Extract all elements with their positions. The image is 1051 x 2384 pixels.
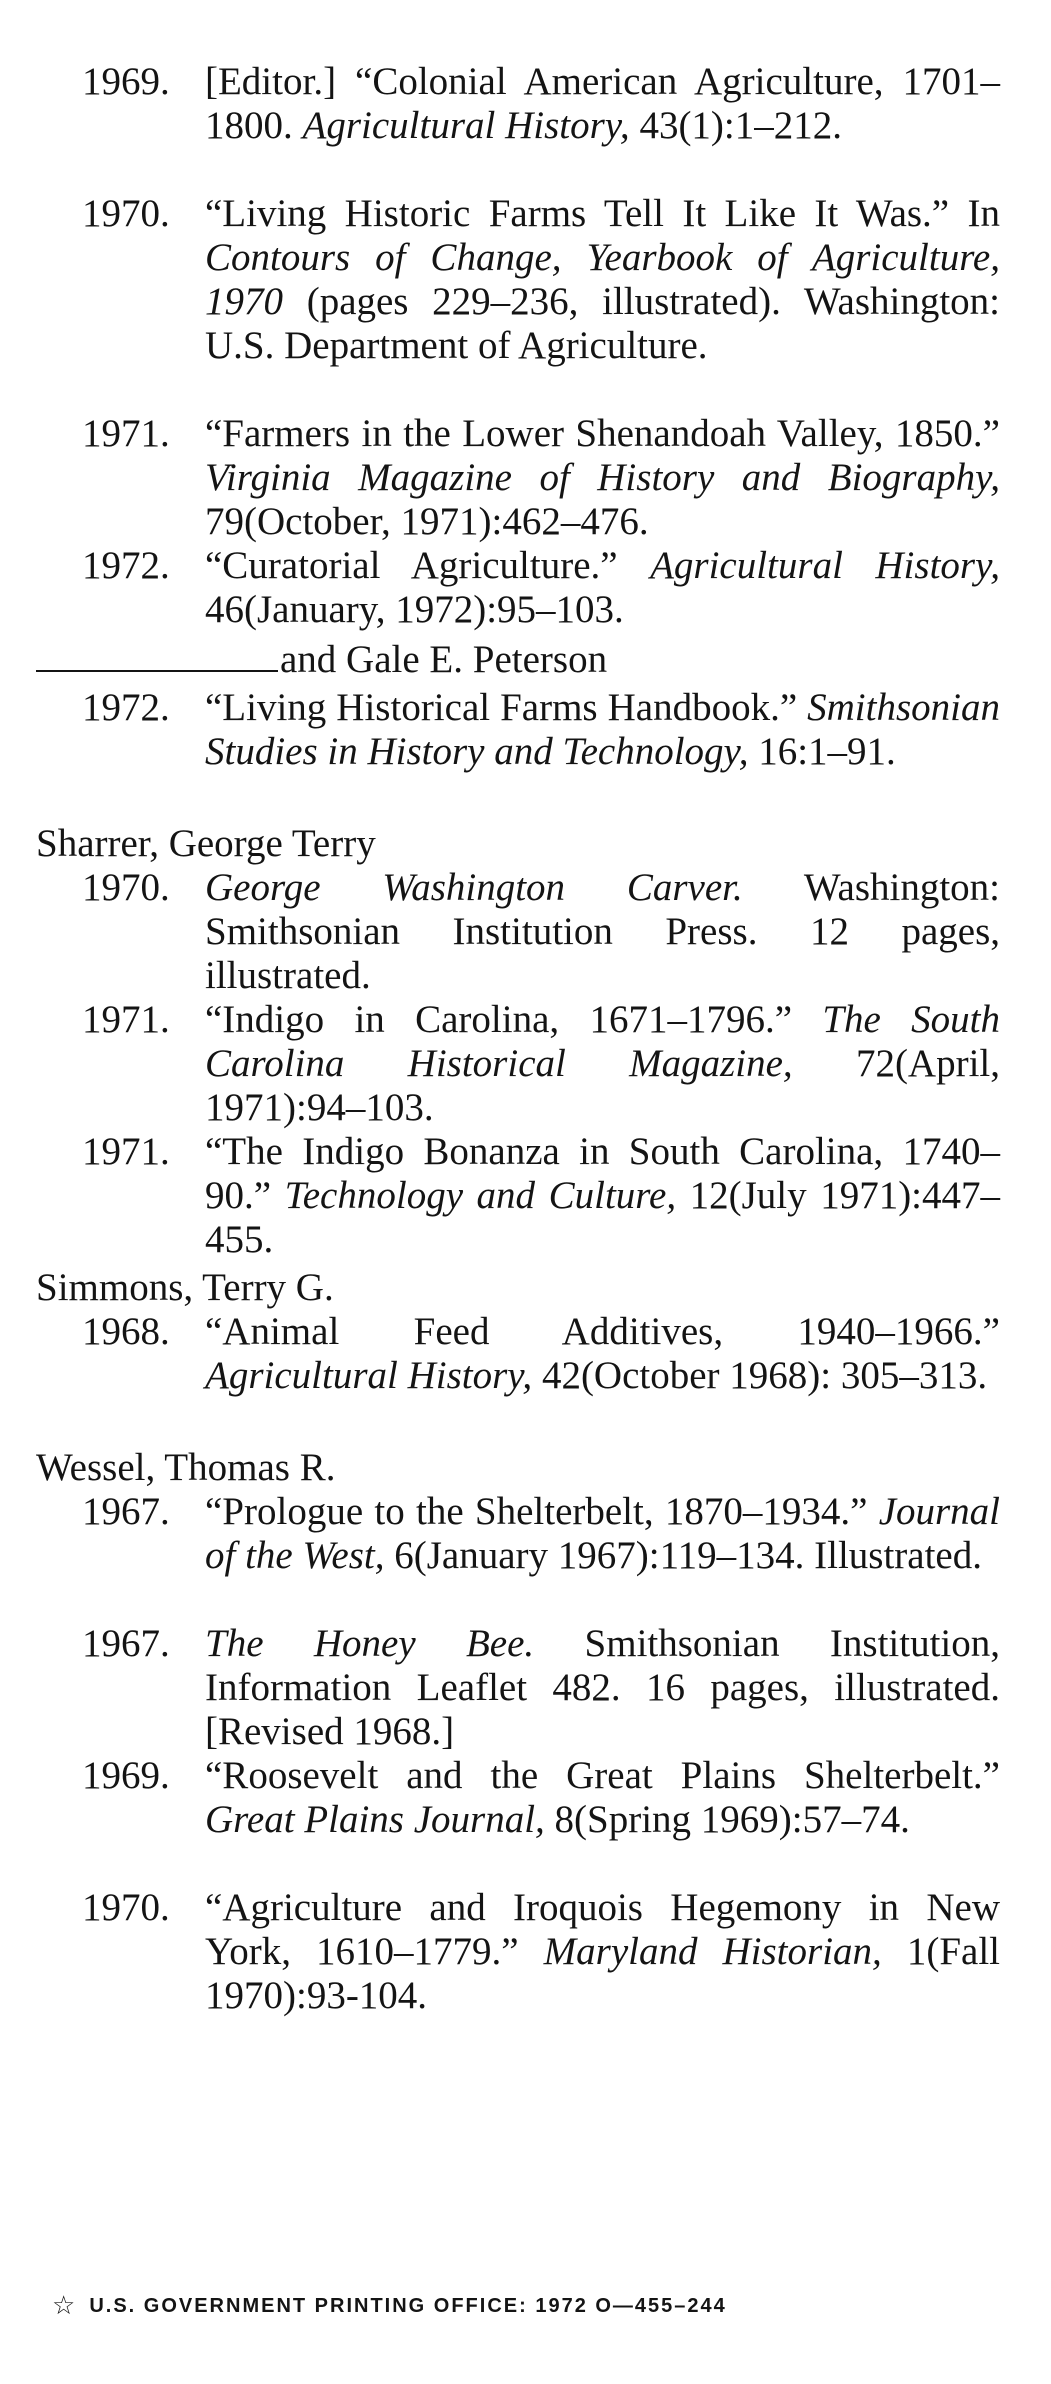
- entry-text: “Agriculture and Iroquois Hegemony in New York, 1610–1779.” Maryland Historian, 1(Fall 1970):93-104.: [205, 1886, 1001, 2017]
- entry-text: “The Indigo Bonanza in South Carolina, 1740–90.” Technology and Culture, 12(July 1971):447–455.: [205, 1130, 1001, 1261]
- entry-text: “Curatorial Agriculture.” Agricultural History, 46(January, 1972):95–103.: [205, 544, 1000, 631]
- imprint-text: U.S. GOVERNMENT PRINTING OFFICE: 1972 O—455–244: [89, 2295, 727, 2317]
- entry-text: “Prologue to the Shelterbelt, 1870–1934.” Journal of the West, 6(January 1967):119–134. Illustrated.: [205, 1490, 1001, 1577]
- entry-text: George Washington Carver. Washington: Smithsonian Institution Press. 12 pages, illustrated.: [205, 866, 1001, 997]
- entry-year: 1969.: [82, 1754, 170, 1797]
- entry-year: 1970.: [82, 866, 170, 909]
- entry-text: “Living Historical Farms Handbook.” Smithsonian Studies in History and Technology, 16:1–91.: [205, 686, 1000, 773]
- entry-title: Journal of the West,: [205, 1490, 1001, 1577]
- entry-year: 1972.: [82, 686, 170, 729]
- bib-entry: [0, 866, 1051, 998]
- entry-text: The Honey Bee. Smithsonian Institution, Information Leaflet 482. 16 pages, illustrated. [Revised 1968.]: [205, 1622, 1001, 1753]
- bib-entry: [0, 192, 1051, 412]
- entries-group-b: [0, 686, 1051, 818]
- printing-office-imprint: [52, 2290, 727, 2321]
- entry-text: “Animal Feed Additives, 1940–1966.” Agricultural History, 42(October 1968): 305–313.: [205, 1310, 1000, 1397]
- entry-year: 1971.: [82, 998, 170, 1041]
- entry-text: “Indigo in Carolina, 1671–1796.” The South Carolina Historical Magazine, 72(April, 1971):94–103.: [205, 998, 1001, 1129]
- entry-title: Virginia Magazine of History and Biography,: [205, 456, 1000, 499]
- entry-text: “Roosevelt and the Great Plains Shelterbelt.” Great Plains Journal, 8(Spring 1969):57–74.: [205, 1754, 1000, 1841]
- entry-year: 1967.: [82, 1622, 170, 1665]
- entry-text: “Farmers in the Lower Shenandoah Valley, 1850.” Virginia Magazine of History and Biography, 79(October, 1971):462–476.: [205, 412, 1000, 543]
- entry-title: Maryland Historian,: [543, 1930, 882, 1973]
- bib-entry: [0, 1130, 1051, 1262]
- entries-simmons: [0, 1310, 1051, 1442]
- entry-title: George Washington Carver.: [205, 866, 743, 909]
- entry-year: 1972.: [82, 544, 170, 587]
- coauthor-line: [36, 638, 607, 682]
- author-heading: Simmons, Terry G.: [36, 1266, 334, 1309]
- bib-entry: [0, 1490, 1051, 1622]
- coauthor-name: and Gale E. Peterson: [280, 638, 608, 681]
- author-heading: Wessel, Thomas R.: [36, 1446, 336, 1489]
- entry-title: The Honey Bee.: [205, 1622, 535, 1665]
- entries-wessel: [0, 1490, 1051, 2018]
- bib-entry: [0, 686, 1051, 818]
- entries-sharrer: [0, 866, 1051, 1262]
- entry-year: 1968.: [82, 1310, 170, 1353]
- entry-year: 1971.: [82, 1130, 170, 1173]
- bib-entry: [0, 998, 1051, 1130]
- entry-year: 1969.: [82, 60, 170, 103]
- entry-year: 1971.: [82, 412, 170, 455]
- bib-entry: [0, 1622, 1051, 1754]
- entry-year: 1970.: [82, 192, 170, 235]
- entry-title: Smithsonian Studies in History and Technology,: [205, 686, 1000, 773]
- entry-year: 1970.: [82, 1886, 170, 1929]
- bib-entry: [0, 60, 1051, 192]
- star-outline-icon: ☆: [52, 2290, 78, 2320]
- bib-entry: [0, 1886, 1051, 2018]
- entries-group-a: [0, 60, 1051, 632]
- entry-title: Agricultural History,: [302, 104, 630, 147]
- bib-entry: [0, 1310, 1051, 1442]
- entry-title: Technology and Culture,: [284, 1174, 677, 1217]
- entry-title: Agricultural History,: [650, 544, 1000, 587]
- entry-year: 1967.: [82, 1490, 170, 1533]
- entry-text: [Editor.] “Colonial American Agriculture, 1701–1800. Agricultural History, 43(1):1–212.: [205, 60, 1000, 147]
- bib-entry: [0, 544, 1051, 632]
- entry-text: “Living Historic Farms Tell It Like It Was.” In Contours of Change, Yearbook of Agriculture, 1970 (pages 229–236, illustrated). Washington: U.S. Department of Agriculture.: [205, 192, 1000, 367]
- entry-title: The South Carolina Historical Magazine,: [205, 998, 1001, 1085]
- entry-title: Contours of Change, Yearbook of Agriculture, 1970: [205, 236, 1000, 323]
- bib-entry: [0, 412, 1051, 544]
- entry-title: Agricultural History,: [205, 1354, 533, 1397]
- entry-title: Great Plains Journal,: [205, 1798, 545, 1841]
- bib-entry: [0, 1754, 1051, 1886]
- repeat-author-rule: [36, 670, 278, 672]
- author-heading: Sharrer, George Terry: [36, 822, 376, 865]
